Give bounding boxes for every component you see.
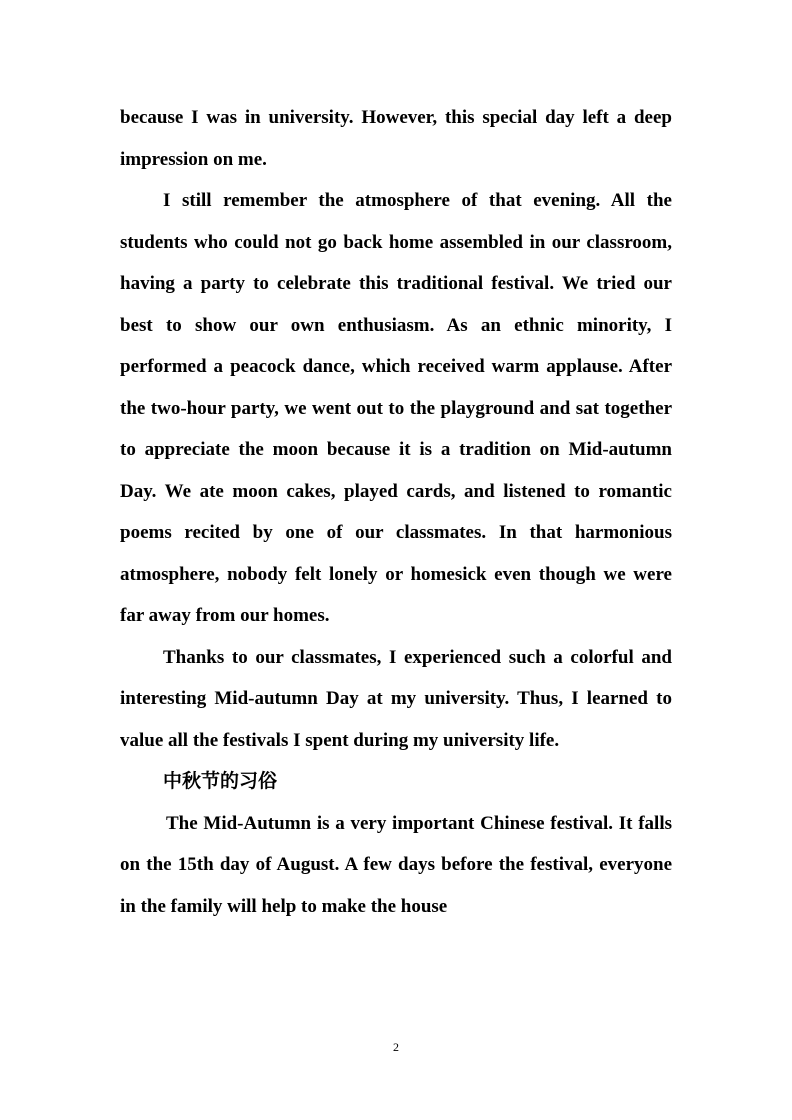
paragraph-continuation: because I was in university. However, this special day left a deep impression on me. <box>120 107 672 170</box>
document-body <box>120 97 672 927</box>
paragraph-thanks: Thanks to our classmates, I experienced such a colorful and interesting Mid-autumn Day at my university. Thus, I learned to value all the festivals I spent during my university life. <box>120 646 672 751</box>
page-number: 2 <box>393 1040 399 1054</box>
section-heading: 中秋节的习俗 <box>163 770 278 792</box>
paragraph-mid-autumn: The Mid-Autumn is a very important Chinese festival. It falls on the 15th day of August. A few days before the festival, everyone in the family will help to make the house <box>120 812 672 917</box>
paragraph-atmosphere: I still remember the atmosphere of that evening. All the students who could not go back home assembled in our classroom, having a party to celebrate this traditional festival. We tried our best to show our own enthusiasm. As an ethnic minority, I performed a peacock dance, which received warm applause. After the two-hour party, we went out to the playground and sat together to appreciate the moon because it is a tradition on Mid-autumn Day. We ate moon cakes, played cards, and listened to romantic poems recited by one of our classmates. In that harmonious atmosphere, nobody felt lonely or homesick even though we were far away from our homes. <box>120 190 672 626</box>
